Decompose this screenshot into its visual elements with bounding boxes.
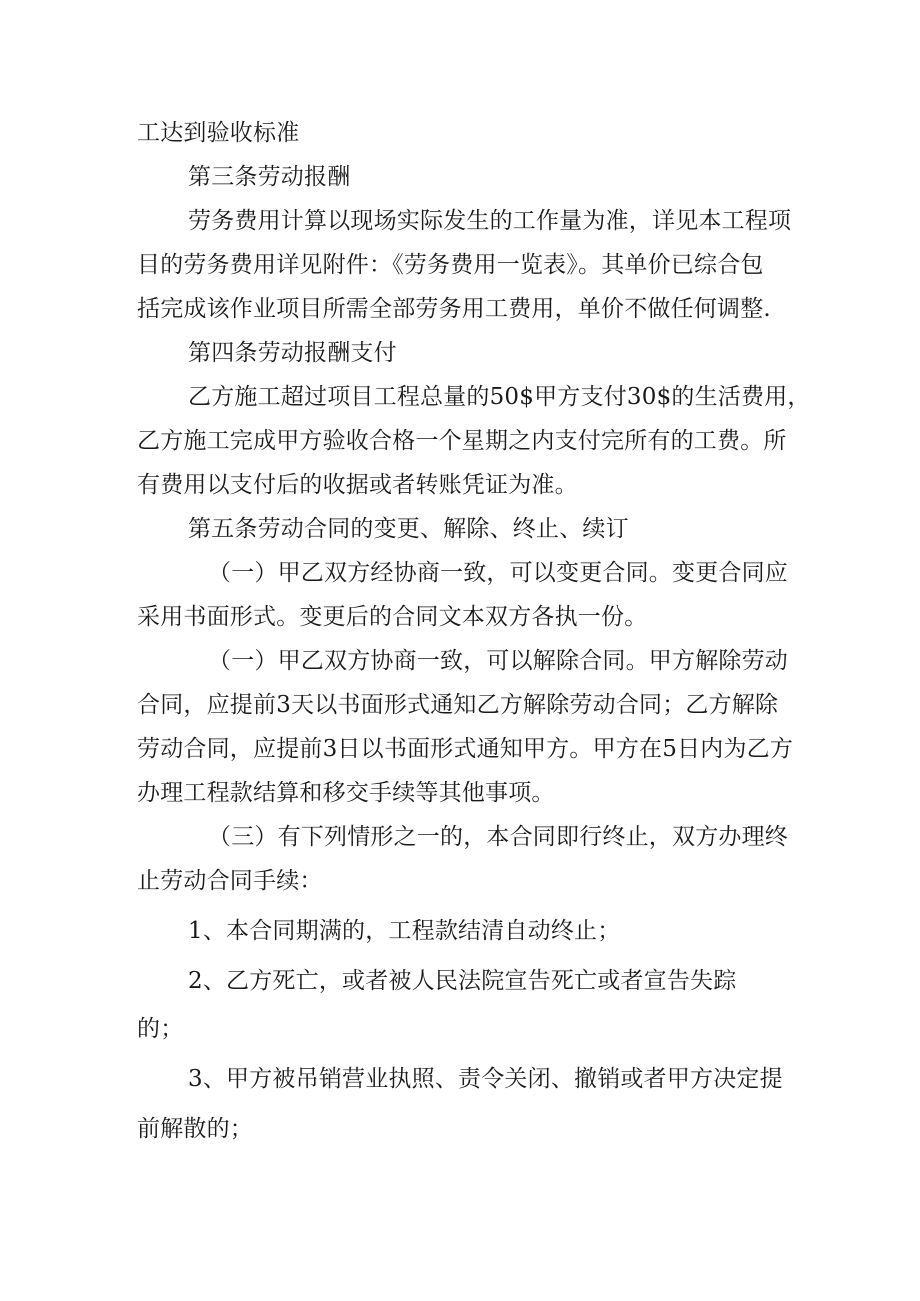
list-item: 2、乙方死亡，或者被人民法院宣告死亡或者宣告失踪 <box>188 968 737 994</box>
section-heading: 第四条劳动报酬支付 <box>188 340 397 366</box>
section-heading: 第五条劳动合同的变更、解除、终止、续订 <box>188 516 629 542</box>
text-line: （三）有下列情形之一的，本合同即行终止，双方办理终 <box>208 824 788 850</box>
text-line: 劳务费用计算以现场实际发生的工作量为准，详见本工程项 <box>188 208 792 234</box>
list-item: 1、本合同期满的，工程款结清自动终止； <box>188 918 621 944</box>
text-line: 括完成该作业项目所需全部劳务用工费用，单价不做任何调整. <box>137 296 771 322</box>
text-line: 办理工程款结算和移交手续等其他事项。 <box>137 780 555 806</box>
text-line: 乙方施工完成甲方验收合格一个星期之内支付完所有的工费。所 <box>137 428 787 454</box>
list-item: 3、甲方被吊销营业执照、责令关闭、撤销或者甲方决定提 <box>188 1066 783 1092</box>
text-line: （一）甲乙双方协商一致，可以解除合同。甲方解除劳动 <box>208 648 788 674</box>
text-line: 工达到验收标准 <box>137 120 300 146</box>
text-line: 采用书面形式。变更后的合同文本双方各执一份。 <box>137 604 648 630</box>
text-line: 的； <box>137 1016 184 1042</box>
text-line: 劳动合同，应提前3日以书面形式通知甲方。甲方在5日内为乙方 <box>137 736 794 762</box>
text-line: 前解散的； <box>137 1116 253 1142</box>
text-line: 乙方施工超过项目工程总量的50$甲方支付30$的生活费用， <box>188 384 811 410</box>
text-line: 目的劳务费用详见附件：《劳务费用一览表》。其单价已综合包 <box>137 252 764 278</box>
text-line: 有费用以支付后的收据或者转账凭证为准。 <box>137 472 578 498</box>
text-line: 止劳动合同手续： <box>137 868 323 894</box>
text-line: （一）甲乙双方经协商一致，可以变更合同。变更合同应 <box>208 560 788 586</box>
text-line: 合同，应提前3天以书面形式通知乙方解除劳动合同；乙方解除 <box>137 692 779 718</box>
section-heading: 第三条劳动报酬 <box>188 164 351 190</box>
